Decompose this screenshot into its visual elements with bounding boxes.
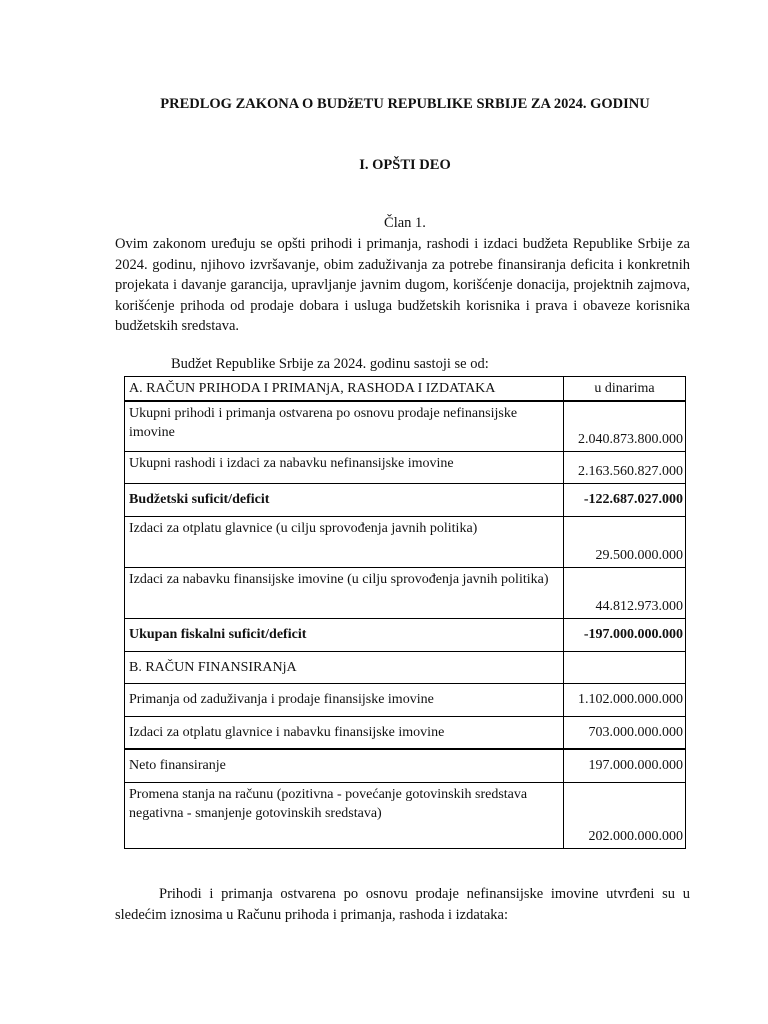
- row-label: B. RAČUN FINANSIRANjA: [125, 651, 564, 683]
- row-value: 2.163.560.827.000: [564, 451, 686, 483]
- document-title: PREDLOG ZAKONA O BUDžETU REPUBLIKE SRBIJE ZA 2024. GODINU: [160, 96, 650, 112]
- row-label: Ukupni prihodi i primanja ostvarena po osnovu prodaje nefinansijske imovine: [125, 401, 564, 451]
- row-value: 703.000.000.000: [564, 716, 686, 749]
- table-row: [125, 567, 686, 618]
- row-label: Izdaci za nabavku finansijske imovine (u cilju sprovođenja javnih politika): [125, 567, 564, 618]
- section-heading: I. OPŠTI DEO: [359, 157, 451, 173]
- closing-paragraph: Prihodi i primanja ostvarena po osnovu prodaje nefinansijske imovine utvrđeni su u sledećim iznosima u Računu prihoda i primanja, rashoda i izdataka:: [115, 886, 690, 923]
- table-row: [125, 483, 686, 516]
- row-value: -122.687.027.000: [564, 483, 686, 516]
- table-header-row: [125, 377, 686, 402]
- row-label: Ukupni rashodi i izdaci za nabavku nefinansijske imovine: [125, 451, 564, 483]
- row-value: 2.040.873.800.000: [564, 401, 686, 451]
- header-right: u dinarima: [564, 377, 686, 402]
- row-value: -197.000.000.000: [564, 618, 686, 651]
- row-value: 1.102.000.000.000: [564, 683, 686, 716]
- row-label: Neto finansiranje: [125, 749, 564, 782]
- row-label: Ukupan fiskalni suficit/deficit: [125, 618, 564, 651]
- table-row: [125, 516, 686, 567]
- row-value: 29.500.000.000: [564, 516, 686, 567]
- table-row: [125, 651, 686, 683]
- table-row: [125, 683, 686, 716]
- row-label: Izdaci za otplatu glavnice (u cilju sprovođenja javnih politika): [125, 516, 564, 567]
- article-heading: Član 1.: [384, 215, 426, 231]
- header-left: A. RAČUN PRIHODA I PRIMANjA, RASHODA I IZDATAKA: [125, 377, 564, 402]
- budget-table: [124, 376, 686, 849]
- row-value: 44.812.973.000: [564, 567, 686, 618]
- row-label: Izdaci za otplatu glavnice i nabavku finansijske imovine: [125, 716, 564, 749]
- table-row: [125, 716, 686, 749]
- table-row: [125, 782, 686, 848]
- row-label: Promena stanja na računu (pozitivna - povećanje gotovinskih sredstava negativna - smanjenje gotovinskih sredstava): [125, 782, 564, 848]
- row-label: Budžetski suficit/deficit: [125, 483, 564, 516]
- table-row: [125, 401, 686, 451]
- row-value: 197.000.000.000: [564, 749, 686, 782]
- row-label: Primanja od zaduživanja i prodaje finansijske imovine: [125, 683, 564, 716]
- table-row: [125, 618, 686, 651]
- table-row: [125, 749, 686, 782]
- table-row: [125, 451, 686, 483]
- row-value: [564, 651, 686, 683]
- table-intro: Budžet Republike Srbije za 2024. godinu sastoji se od:: [171, 356, 489, 372]
- article-paragraph: Ovim zakonom uređuju se opšti prihodi i primanja, rashodi i izdaci budžeta Republike Srbije za 2024. godinu, njihovo izvršavanje, obim zaduživanja za potrebe finansiranja deficita i konkretnih projekata i davanje garancija, upravljanje javnim dugom, korišćenje donacija, projektnih zajmova, korišćenje prihoda od prodaje dobara i usluga budžetskih korisnika i prava i obaveze korisnika budžetskih sredstava.: [115, 236, 690, 334]
- row-value: 202.000.000.000: [564, 782, 686, 848]
